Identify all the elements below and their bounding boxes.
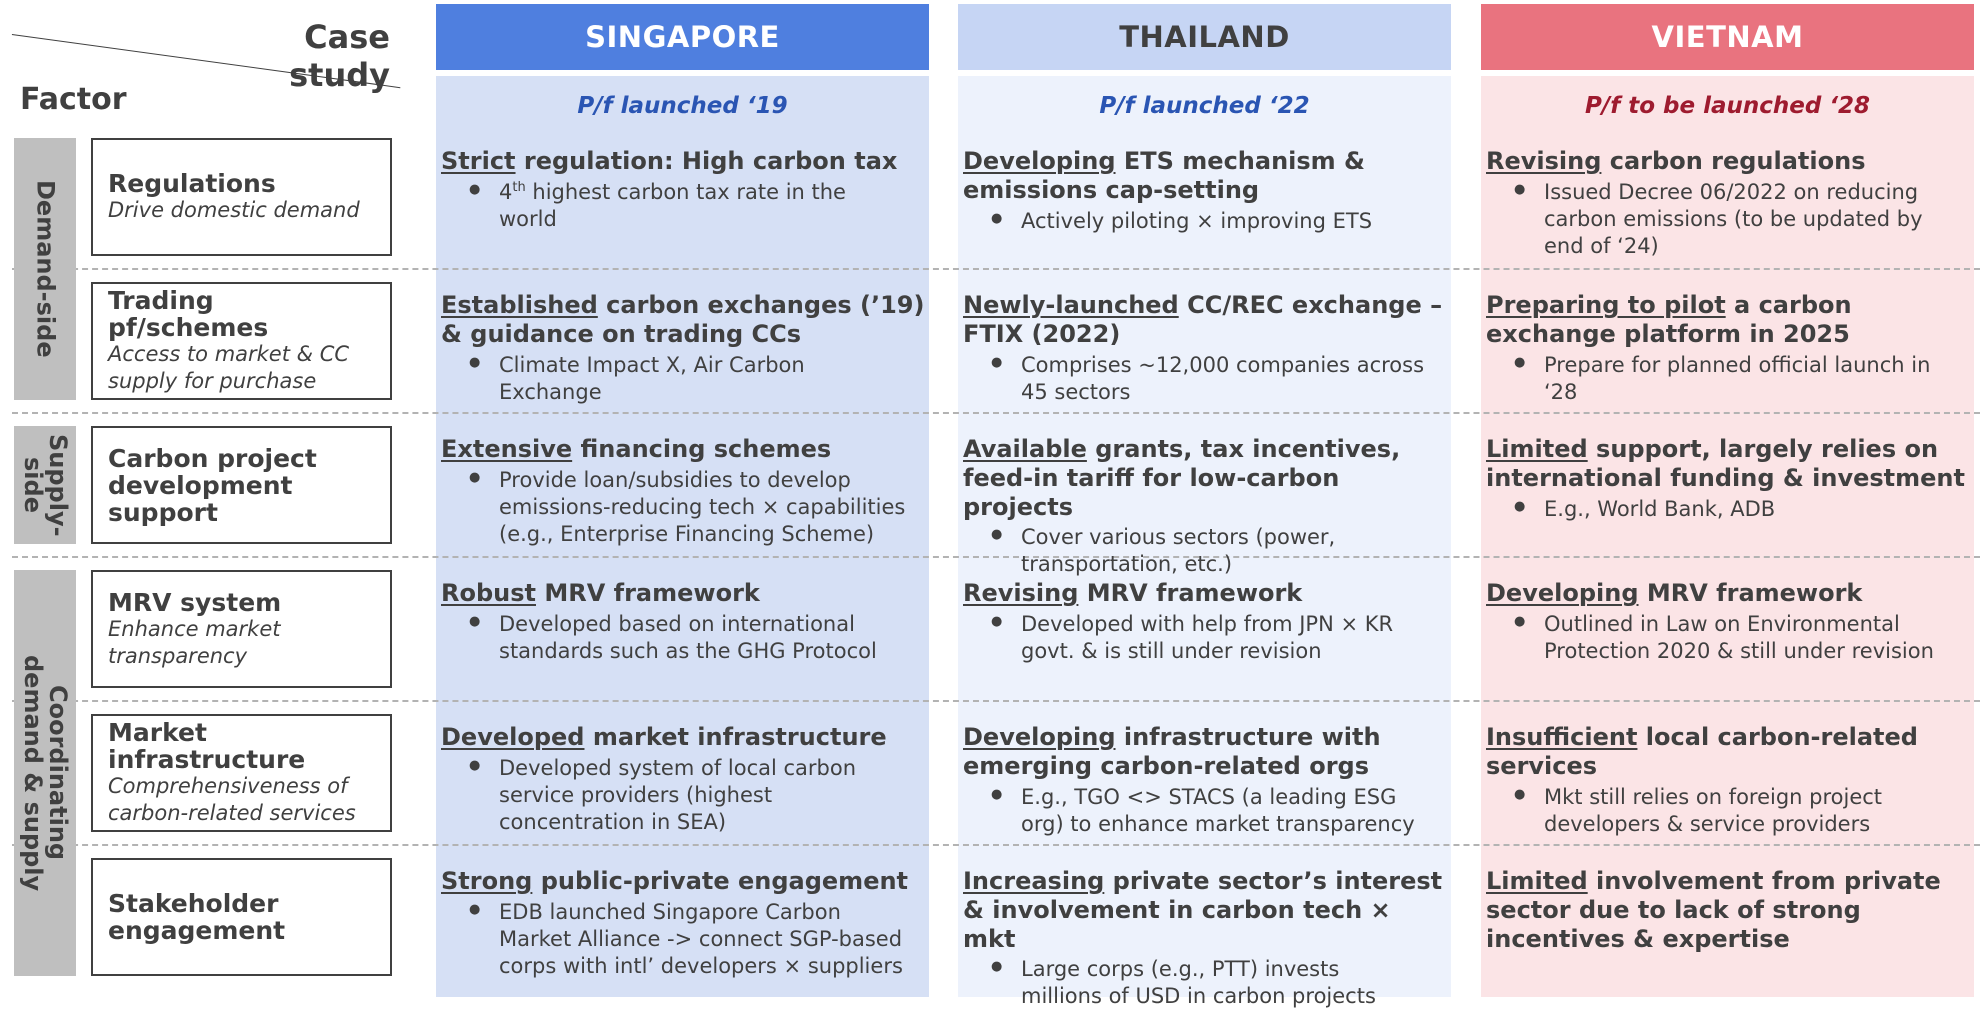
heading-text: MRV framework	[536, 579, 760, 607]
heading-keyword: Increasing	[963, 867, 1105, 895]
cell-bullet: ● Developed based on international standards such as the GHG Protocol	[441, 611, 929, 665]
heading-keyword: Available	[963, 435, 1087, 463]
factor-mrv-system	[91, 570, 392, 688]
thailand-header: THAILAND	[958, 4, 1451, 70]
case-study-label: Case study	[289, 18, 390, 94]
cell-bullet: ● Climate Impact X, Air Carbon Exchange	[441, 352, 929, 406]
cell-bullet: ● Developed with help from JPN × KR govt. & is still under revision	[963, 611, 1451, 665]
cell-bullet: ● Cover various sectors (power, transportation, etc.)	[963, 524, 1451, 578]
cell-heading	[963, 147, 1451, 205]
heading-text: CC/REC exchange – FTIX (2022)	[963, 291, 1443, 348]
heading-text: carbon regulations	[1601, 147, 1866, 175]
cell-market-infra-singapore	[436, 723, 929, 836]
cell-heading	[441, 579, 929, 608]
factor-carbon-project-support	[91, 426, 392, 544]
cell-bullet: ● Outlined in Law on Environmental Protection 2020 & still under revision	[1486, 611, 1974, 665]
group-coordinating-label: Coordinating demand & supply	[19, 654, 73, 892]
cell-regulations-vietnam	[1481, 147, 1974, 260]
heading-text: ETS mechanism & emissions cap-setting	[963, 147, 1365, 204]
cell-heading	[1486, 291, 1974, 349]
row-separator	[12, 412, 1980, 414]
cell-heading	[1486, 867, 1974, 953]
heading-keyword: Developing	[1486, 579, 1639, 607]
heading-text: infrastructure with emerging carbon-related orgs	[963, 723, 1381, 780]
factor-regulations	[91, 138, 392, 256]
cell-heading	[963, 723, 1451, 781]
heading-keyword: Revising	[1486, 147, 1602, 175]
heading-text: local carbon-related services	[1486, 723, 1918, 780]
factor-name: Trading pf/schemes	[108, 286, 269, 343]
heading-keyword: Strong	[441, 867, 533, 895]
factor-name: MRV system	[108, 587, 282, 617]
cell-heading	[1486, 435, 1974, 493]
cell-heading	[441, 435, 929, 464]
thailand-launch-label: P/f launched ‘22	[1099, 93, 1310, 119]
heading-keyword: Revising	[963, 579, 1079, 607]
heading-keyword: Insufficient	[1486, 723, 1638, 751]
cell-bullet: ● EDB launched Singapore Carbon Market Alliance -> connect SGP-based corps with intl’ developers × suppliers	[441, 899, 929, 980]
cell-regulations-thailand	[958, 147, 1451, 235]
cell-bullet: ● Provide loan/subsidies to develop emissions-reducing tech × capabilities (e.g., Enterprise Financing Scheme)	[441, 467, 929, 548]
cell-heading	[441, 291, 929, 349]
factor-name: Regulations	[108, 169, 276, 199]
factor-label: Factor	[20, 82, 127, 117]
cell-mrv-vietnam	[1481, 579, 1974, 665]
cell-market-infra-vietnam	[1481, 723, 1974, 838]
cell-trading-vietnam	[1481, 291, 1974, 406]
cell-heading	[1486, 147, 1974, 176]
group-demand-side-label: Demand-side	[31, 180, 60, 358]
cell-bullet: ● Large corps (e.g., PTT) invests millions of USD in carbon projects	[963, 956, 1451, 1010]
heading-text: support, largely relies on international funding & investment	[1486, 435, 1965, 492]
heading-text: carbon exchanges (’19) & guidance on trading CCs	[441, 291, 925, 348]
heading-keyword: Preparing to pilot	[1486, 291, 1726, 319]
heading-text: financing schemes	[572, 435, 832, 463]
factor-stakeholder-engagement	[91, 858, 392, 976]
vietnam-launch-label: P/f to be launched ‘28	[1584, 93, 1871, 119]
cell-heading	[963, 291, 1451, 349]
heading-text: private sector’s interest & involvement in carbon tech × mkt	[963, 867, 1443, 953]
singapore-launch-label: P/f launched ‘19	[577, 93, 788, 119]
heading-keyword: Limited	[1486, 867, 1588, 895]
cell-heading	[441, 867, 929, 896]
cell-bullet: ● E.g., World Bank, ADB	[1486, 496, 1974, 523]
cell-heading	[1486, 723, 1974, 781]
cell-bullet: ● Actively piloting × improving ETS	[963, 208, 1451, 235]
bullet-text: highest carbon tax rate in the world	[499, 179, 846, 231]
heading-keyword: Developing	[963, 723, 1116, 751]
heading-keyword: Developing	[963, 147, 1116, 175]
group-demand-side	[14, 138, 76, 400]
cell-market-infra-thailand	[958, 723, 1451, 838]
cell-bullet: ● E.g., TGO <> STACS (a leading ESG org) to enhance market transparency	[963, 784, 1451, 838]
cell-trading-singapore	[436, 291, 929, 406]
cell-bullet: ● Prepare for planned official launch in ‘28	[1486, 352, 1974, 406]
factor-subtitle: Comprehensiveness of carbon-related services	[108, 774, 356, 825]
cell-bullet: ● Comprises ~12,000 companies across 45 sectors	[963, 352, 1451, 406]
cell-stakeholder-vietnam	[1481, 867, 1974, 953]
heading-keyword: Extensive	[441, 435, 573, 463]
cell-mrv-singapore	[436, 579, 929, 665]
cell-bullet: ● Issued Decree 06/2022 on reducing carbon emissions (to be updated by end of ‘24)	[1486, 179, 1974, 260]
cell-heading	[441, 723, 929, 752]
cell-carbon-project-singapore	[436, 435, 929, 548]
heading-keyword: Developed	[441, 723, 585, 751]
factor-subtitle: Enhance market transparency	[108, 616, 281, 668]
cell-heading	[963, 435, 1451, 521]
heading-text: public-private engagement	[532, 867, 909, 895]
cell-stakeholder-thailand	[958, 867, 1451, 1011]
group-coordinating	[14, 570, 76, 976]
heading-keyword: Established	[441, 291, 598, 319]
factor-name: Stakeholder engagement	[108, 889, 286, 945]
cell-carbon-project-thailand	[958, 435, 1451, 579]
factor-name: Carbon project development support	[108, 443, 317, 527]
heading-text: regulation: High carbon tax	[515, 147, 898, 175]
cell-bullet: ● Developed system of local carbon service providers (highest concentration in SEA)	[441, 755, 929, 836]
vietnam-header: VIETNAM	[1481, 4, 1974, 70]
factor-name: Market infrastructure	[108, 718, 306, 775]
cell-heading	[963, 579, 1451, 608]
row-separator	[12, 700, 1980, 702]
heading-keyword: Robust	[441, 579, 536, 607]
bullet-prefix: 4	[499, 179, 513, 204]
cell-bullet: ● Mkt still relies on foreign project developers & service providers	[1486, 784, 1974, 838]
heading-text: grants, tax incentives, feed-in tariff for low-carbon projects	[963, 435, 1401, 521]
bullet-superscript: th	[512, 179, 526, 195]
heading-text: MRV framework	[1078, 579, 1303, 607]
factor-market-infrastructure	[91, 714, 392, 832]
cell-heading	[1486, 579, 1974, 608]
cell-trading-thailand	[958, 291, 1451, 406]
row-separator	[12, 268, 1980, 270]
group-supply-side-label: Supply- side	[19, 433, 73, 537]
heading-text: involvement from private sector due to lack of strong incentives & expertise	[1486, 867, 1941, 953]
heading-keyword: Newly-launched	[963, 291, 1179, 319]
singapore-header: SINGAPORE	[436, 4, 929, 70]
heading-text: market infrastructure	[584, 723, 887, 751]
cell-mrv-thailand	[958, 579, 1451, 665]
cell-carbon-project-vietnam	[1481, 435, 1974, 523]
cell-heading	[963, 867, 1451, 953]
cell-heading	[441, 147, 929, 176]
factor-subtitle: Access to market & CC supply for purchase	[108, 342, 350, 393]
heading-keyword: Strict	[441, 147, 516, 175]
cell-bullet	[441, 179, 929, 233]
heading-keyword: Limited	[1486, 435, 1588, 463]
group-supply-side	[14, 426, 76, 544]
row-separator	[12, 844, 1980, 846]
heading-text: MRV framework	[1638, 579, 1863, 607]
cell-regulations-singapore	[436, 147, 929, 233]
factor-trading-schemes	[91, 282, 392, 400]
cell-stakeholder-singapore	[436, 867, 929, 980]
factor-subtitle: Drive domestic demand	[108, 198, 360, 223]
heading-text: a carbon exchange platform in 2025	[1486, 291, 1852, 348]
